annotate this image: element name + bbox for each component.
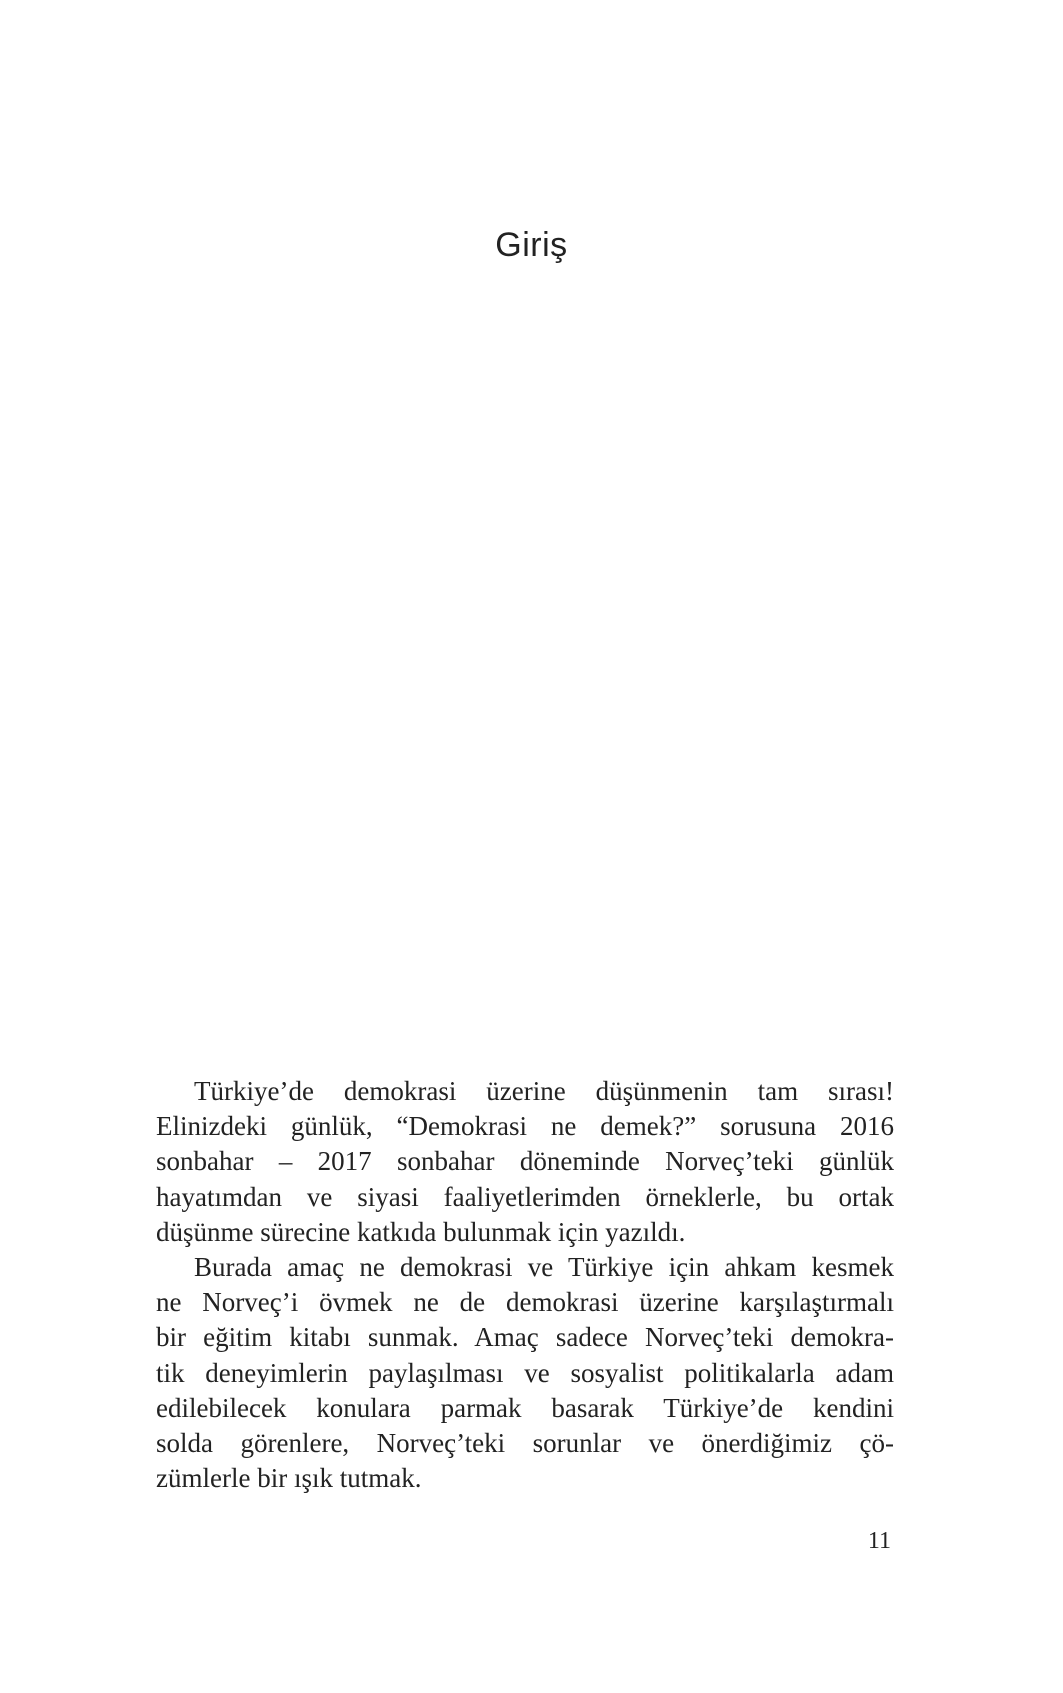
text-line: solda görenlere, Norveç’teki sorunlar ve önerdiğimiz çö-: [156, 1428, 894, 1459]
paragraph-1: [156, 1074, 894, 1250]
text-line: sonbahar – 2017 sonbahar döneminde Norveç’teki günlük: [156, 1146, 894, 1177]
text-line: zümlerle bir ışık tutmak.: [156, 1463, 422, 1494]
text-line: tik deneyimlerin paylaşılması ve sosyalist politikalarla adam: [156, 1357, 894, 1388]
text-line: edilebilecek konulara parmak basarak Türkiye’de kendini: [156, 1392, 894, 1423]
text-line: bir eğitim kitabı sunmak. Amaç sadece Norveç’teki demokra-: [156, 1322, 894, 1353]
page-number: 11: [867, 1528, 891, 1554]
text-line: Burada amaç ne demokrasi ve Türkiye için ahkam kesmek: [194, 1252, 894, 1283]
text-line: ne Norveç’i övmek ne de demokrasi üzerine karşılaştırmalı: [156, 1287, 894, 1318]
text-line: Elinizdeki günlük, “Demokrasi ne demek?” sorusuna 2016: [156, 1111, 894, 1142]
paragraph-2: [156, 1250, 894, 1496]
text-line: düşünme sürecine katkıda bulunmak için yazıldı.: [156, 1216, 686, 1247]
text-line: Türkiye’de demokrasi üzerine düşünmenin tam sırası!: [194, 1076, 894, 1106]
body-text: [156, 1074, 894, 1496]
text-line: hayatımdan ve siyasi faaliyetlerimden örneklerle, bu ortak: [156, 1181, 894, 1212]
chapter-title: Giriş: [495, 226, 568, 264]
